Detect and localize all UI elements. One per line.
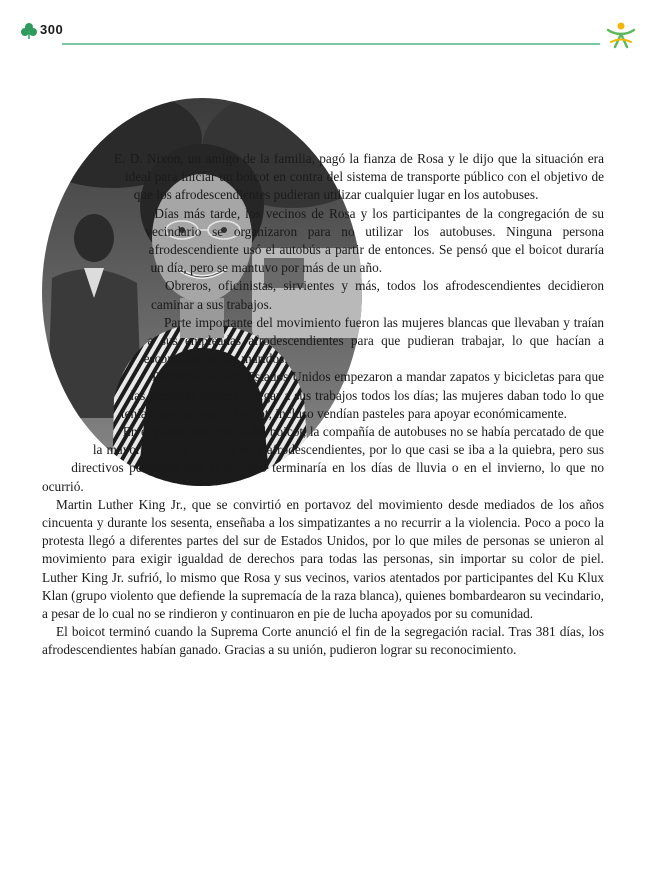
paragraph-4: Parte importante del movimiento fueron las mujeres blancas que llevaban y traían a sus empleadas afrodescendientes para que pudieran trabajar, lo que hacían a escondidas de sus maridos.: [143, 314, 604, 367]
paragraph-8: El boicot terminó cuando la Suprema Corte anunció el fin de la segregación racial. Tras 381 días, los afrodescendientes habían ganado. Gracias a su unión, pudieron lograr su reconocimiento.: [42, 624, 604, 658]
paragraph-5: Personas de todo Estados Unidos empezaron a mandar zapatos y bicicletas para que las personas pudieran llegar a sus trabajos todos los días; las mujeres daban todo lo que tenían para apoyar el boicot, incluso vendían pasteles para apoyar económicamente.: [120, 369, 604, 421]
page-number: 300: [40, 22, 64, 37]
article-text: [42, 150, 604, 660]
paragraph-3: Obreros, oficinistas, sirvientes y más, todos los afrodescendientes decidieron caminar a sus trabajos.: [150, 278, 604, 312]
header-rule: [62, 43, 600, 45]
clover-icon: [20, 22, 38, 40]
page-header: [0, 0, 672, 50]
paragraph-6: En el punto más crítico del boicot, la compañía de autobuses no se había percatado de que la mayoría de sus usuarios eran afrodescendientes, por lo que casi se iba a la quiebra, pero sus directivos pensaban que el bloqueo terminaría en los días de lluvia o en el invierno, lo que no ocurrió.: [42, 424, 604, 494]
paragraph-7: Martin Luther King Jr., que se convirtió en portavoz del movimiento desde mediados de los años cincuenta y durante los sesenta, enseñaba a los simpatizantes a no recurrir a la violencia. Poco a poco la protesta llegó a diferentes partes del sur de Estados Unidos, por lo que miles de personas se unieron al movimiento para exigir igualdad de derechos para todas las personas, sin importar su color de piel. Luther King Jr. sufrió, lo mismo que Rosa y sus vecinos, varios atentados por participantes del Ku Klux Klan (grupo violento que defiende la supremacía de la raza blanca), quienes bombardearon su vecindario, a pesar de lo cual no se rindieron y continuaron en pie de lucha apoyados por su comunidad.: [42, 496, 604, 622]
figure-logo-icon: [604, 20, 638, 50]
paragraph-2: Días más tarde, los vecinos de Rosa y los participantes de la congregación de su vecindario se organizaron para no utilizar los autobuses. Ninguna persona afrodescendiente usó el autobús a partir de entonces. Se pensó que el boicot duraría un día, pero se mantuvo por más de un año.: [145, 205, 604, 276]
paragraph-1: E. D. Nixon, un amigo de la familia, pagó la fianza de Rosa y le dijo que la situación era ideal para iniciar un boicot en contra del sistema de transporte público con el objetivo de que los afrodescendientes pudieran utilizar cualquier lugar en los autobuses.: [113, 151, 604, 203]
